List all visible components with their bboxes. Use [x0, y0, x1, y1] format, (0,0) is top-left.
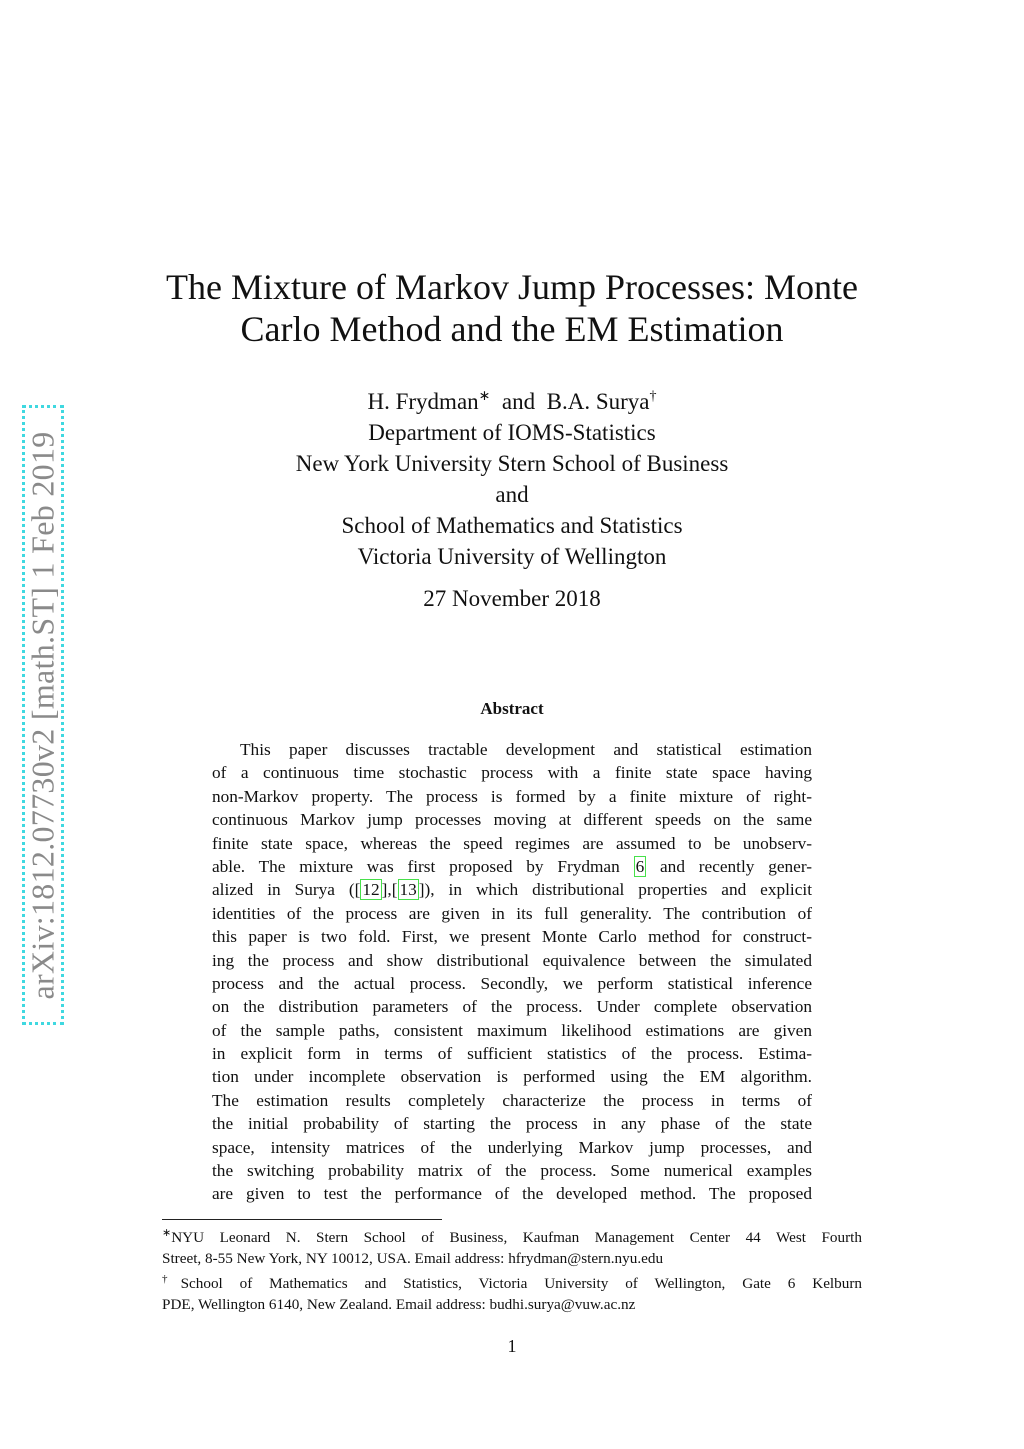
abstract-line: identities of the process are given in its full generality. The contribution of — [212, 903, 812, 923]
footnotes — [162, 1223, 862, 1315]
arxiv-identifier-stamp[interactable] — [22, 405, 64, 1025]
abstract-line — [212, 855, 812, 878]
author-surya: B.A. Surya — [546, 389, 650, 414]
author-block — [212, 381, 812, 572]
affiliation-department: Department of IOMS-Statistics — [368, 420, 656, 445]
citation-link-12[interactable]: 12 — [362, 880, 380, 900]
abstract-line: this paper is two fold. First, we present Monte Carlo method for construct- — [212, 927, 812, 947]
abstract-line: the switching probability matrix of the process. Some numerical examples — [212, 1161, 812, 1181]
abstract-line: non-Markov property. The process is formed by a finite mixture of right- — [212, 786, 812, 806]
abstract-body — [212, 738, 812, 1206]
abstract-line: The estimation results completely characterize the process in terms of — [212, 1090, 812, 1110]
affiliation-victoria: Victoria University of Wellington — [357, 544, 667, 569]
abstract-text: ]), in which distributional properties and explicit — [418, 880, 812, 900]
affiliation-nyu: New York University Stern School of Business — [295, 451, 729, 476]
abstract-line: tion under incomplete observation is performed using the EM algorithm. — [212, 1067, 812, 1087]
author-frydman: H. Frydman — [367, 389, 479, 414]
abstract-line: of a continuous time stochastic process with a finite state space having — [212, 763, 812, 783]
author-line — [212, 381, 812, 417]
title-line-1: The Mixture of Markov Jump Processes: Monte — [166, 267, 858, 307]
citation-link-6[interactable]: 6 — [635, 856, 645, 876]
abstract-heading: Abstract — [480, 699, 544, 718]
footnote-divider — [162, 1219, 442, 1220]
citation-link-13[interactable]: 13 — [399, 880, 417, 900]
abstract-line: space, intensity matrices of the underlying Markov jump processes, and — [212, 1137, 812, 1157]
abstract-line: continuous Markov jump processes moving at different speeds on the same — [212, 810, 812, 830]
affiliation-and: and — [495, 482, 529, 507]
footnote-1-line-1 — [162, 1223, 862, 1249]
abstract-text: alized in Surya ([ — [212, 880, 361, 900]
abstract-line: are given to test the performance of the developed method. The proposed — [212, 1184, 812, 1204]
author-conjunction: and — [501, 389, 536, 414]
footnote-2-line-1 — [162, 1269, 862, 1295]
abstract-text: ],[ — [381, 880, 398, 900]
abstract-text: able. The mixture was first proposed by Frydman — [212, 856, 620, 876]
footnote-2-line-2: PDE, Wellington 6140, New Zealand. Email address: budhi.surya@vuw.ac.nz — [162, 1295, 636, 1313]
footnote-2-text: School of Mathematics and Statistics, Victoria University of Wellington, Gate 6 Kelburn — [180, 1275, 862, 1292]
footnote-1-line-2: Street, 8-55 New York, NY 10012, USA. Email address: hfrydman@stern.nyu.edu — [162, 1249, 664, 1267]
page-number: 1 — [507, 1336, 517, 1356]
footnote-mark-2[interactable]: † — [649, 389, 657, 404]
abstract-line: in explicit form in terms of sufficient statistics of the process. Estima- — [212, 1044, 812, 1064]
abstract-line — [212, 878, 812, 901]
abstract-text: and recently gener- — [660, 856, 812, 876]
abstract-line: This paper discusses tractable development and statistical estimation — [240, 740, 812, 759]
footnote-1-text: NYU Leonard N. Stern School of Business, Kaufman Management Center 44 West Fourth — [171, 1229, 862, 1246]
footnote-mark-1[interactable]: ∗ — [478, 389, 491, 404]
arxiv-identifier-text: arXiv:1812.07730v2 [math.ST] 1 Feb 2019 — [24, 430, 61, 1000]
abstract-line: ing the process and show distributional equivalence between the simulated — [212, 950, 812, 970]
paper-date: 27 November 2018 — [423, 586, 601, 611]
affiliation-school: School of Mathematics and Statistics — [341, 513, 683, 538]
title-line-2: Carlo Method and the EM Estimation — [240, 309, 784, 349]
abstract-line: of the sample paths, consistent maximum likelihood estimations are given — [212, 1020, 812, 1040]
abstract-line: process and the actual process. Secondly, we perform statistical inference — [212, 973, 812, 993]
abstract-line: the initial probability of starting the process in any phase of the state — [212, 1114, 812, 1134]
footnote-1-mark: ∗ — [162, 1227, 172, 1239]
abstract-line: finite state space, whereas the speed regimes are assumed to be unobserv- — [212, 833, 812, 853]
footnote-2-mark: † — [162, 1273, 181, 1285]
abstract-line: on the distribution parameters of the process. Under complete observation — [212, 997, 812, 1017]
paper-title — [130, 266, 894, 350]
